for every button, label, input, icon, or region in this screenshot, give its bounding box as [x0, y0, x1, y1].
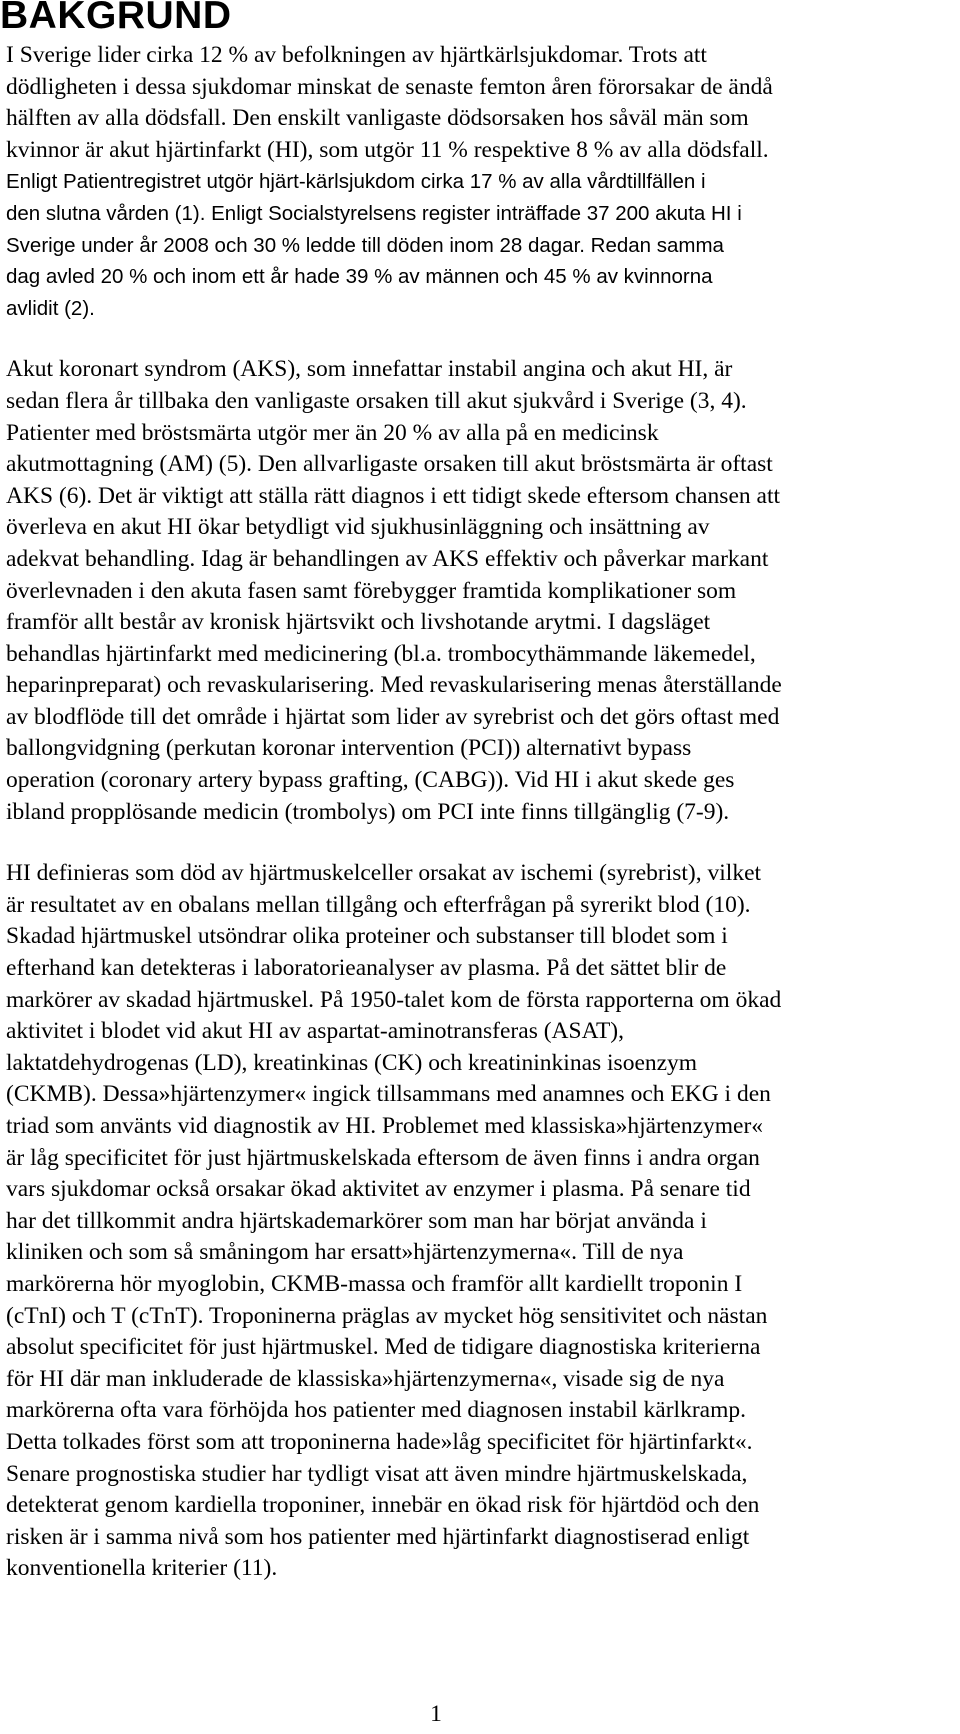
section-heading: BAKGRUND	[0, 0, 232, 37]
text-line: laktatdehydrogenas (LD), kreatinkinas (CK) och kreatininkinas isoenzym	[6, 1049, 698, 1076]
text-line: Skadad hjärtmuskel utsöndrar olika proteiner och substanser till blodet som i	[6, 923, 728, 950]
text-line: överlevnaden i den akuta fasen samt förebygger framtida komplikationer som	[6, 577, 737, 604]
text-line: akutmottagning (AM) (5). Den allvarligaste orsaken till akut bröstsmärta är oftast	[6, 451, 773, 478]
text-line: dödligheten i dessa sjukdomar minskat de senaste femton åren förorsakar de ändå	[6, 73, 773, 100]
text-line: markörerna hör myoglobin, CKMB-massa och framför allt kardiellt troponin I	[6, 1270, 743, 1297]
page-number: 1	[430, 1701, 442, 1727]
text-line: HI definieras som död av hjärtmuskelceller orsakat av ischemi (syrebrist), vilket	[6, 860, 762, 887]
text-line: Sverige under år 2008 och 30 % ledde till döden inom 28 dagar. Redan samma	[6, 233, 724, 257]
paragraph	[6, 40, 956, 324]
text-line: aktivitet i blodet vid akut HI av aspartat-aminotransferas (ASAT),	[6, 1018, 624, 1045]
text-line: Patienter med bröstsmärta utgör mer än 20 % av alla på en medicinsk	[6, 419, 659, 446]
text-line: av blodflöde till det område i hjärtat som lider av syrebrist och det görs oftast med	[6, 703, 780, 730]
text-line: (CKMB). Dessa»hjärtenzymer« ingick tillsammans med anamnes och EKG i den	[6, 1081, 771, 1108]
text-line: AKS (6). Det är viktigt att ställa rätt diagnos i ett tidigt skede eftersom chansen att	[6, 482, 780, 509]
text-line: konventionella kriterier (11).	[6, 1555, 278, 1582]
text-line: kliniken och som så småningom har ersatt»hjärtenzymerna«. Till de nya	[6, 1239, 684, 1266]
paragraph	[6, 354, 956, 828]
text-line: ibland propplösande medicin (trombolys) om PCI inte finns tillgänglig (7-9).	[6, 798, 730, 825]
text-line: Enligt Patientregistret utgör hjärt-kärlsjukdom cirka 17 % av alla vårdtillfällen i	[6, 170, 706, 194]
paragraph	[6, 858, 956, 1585]
text-line: markörerna ofta vara förhöjda hos patienter med diagnosen instabil kärlkramp.	[6, 1397, 746, 1424]
text-line: markörer av skadad hjärtmuskel. På 1950-talet kom de första rapporterna om ökad	[6, 986, 782, 1013]
text-line: Akut koronart syndrom (AKS), som innefattar instabil angina och akut HI, är	[6, 356, 733, 383]
text-line: hälften av alla dödsfall. Den enskilt vanligaste dödsorsaken hos såväl män som	[6, 105, 749, 132]
text-line: Detta tolkades först som att troponinerna hade»låg specificitet för hjärtinfarkt«.	[6, 1428, 753, 1455]
text-line: heparinpreparat) och revaskularisering. Med revaskularisering menas återställande	[6, 672, 782, 699]
text-line: är låg specificitet för just hjärtmuskelskada eftersom de även finns i andra organ	[6, 1144, 760, 1171]
text-line: för HI där man inkluderade de klassiska»hjärtenzymerna«, visade sig de nya	[6, 1365, 725, 1392]
text-line: I Sverige lider cirka 12 % av befolkningen av hjärtkärlsjukdomar. Trots att	[6, 42, 707, 68]
text-line: ballongvidgning (perkutan koronar intervention (PCI)) alternativt bypass	[6, 735, 692, 762]
text-line: detekterat genom kardiella troponiner, innebär en ökad risk för hjärtdöd och den	[6, 1492, 760, 1519]
text-line: kvinnor är akut hjärtinfarkt (HI), som utgör 11 % respektive 8 % av alla dödsfall.	[6, 136, 769, 163]
text-line: avlidit (2).	[6, 296, 95, 320]
text-line: överleva en akut HI ökar betydligt vid sjukhusinläggning och insättning av	[6, 514, 710, 541]
body-text	[6, 40, 956, 1615]
text-line: framför allt består av kronisk hjärtsvikt och livshotande arytmi. I dagsläget	[6, 609, 711, 636]
text-line: efterhand kan detekteras i laboratorieanalyser av plasma. På det sättet blir de	[6, 955, 727, 982]
text-line: absolut specificitet för just hjärtmuskel. Med de tidigare diagnostiska kriterierna	[6, 1334, 761, 1361]
text-line: den slutna vården (1). Enligt Socialstyrelsens register inträffade 37 200 akuta HI i	[6, 201, 742, 225]
text-line: är resultatet av en obalans mellan tillgång och efterfrågan på syrerikt blod (10).	[6, 891, 751, 918]
text-line: (cTnI) och T (cTnT). Troponinerna präglas av mycket hög sensitivitet och nästan	[6, 1302, 768, 1329]
text-line: Senare prognostiska studier har tydligt visat att även mindre hjärtmuskelskada,	[6, 1460, 748, 1487]
text-line: har det tillkommit andra hjärtskademarkörer som man har börjat använda i	[6, 1207, 707, 1234]
text-line: adekvat behandling. Idag är behandlingen av AKS effektiv och påverkar markant	[6, 545, 769, 572]
text-line: risken är i samma nivå som hos patienter med hjärtinfarkt diagnostiserad enligt	[6, 1523, 750, 1550]
text-line: triad som använts vid diagnostik av HI. Problemet med klassiska»hjärtenzymer«	[6, 1113, 764, 1139]
text-line: vars sjukdomar också orsakar ökad aktivitet av enzymer i plasma. På senare tid	[6, 1176, 751, 1203]
text-line: behandlas hjärtinfarkt med medicinering (bl.a. trombocythämmande läkemedel,	[6, 640, 756, 667]
text-line: sedan flera år tillbaka den vanligaste orsaken till akut sjukvård i Sverige (3, 4).	[6, 387, 747, 414]
text-line: dag avled 20 % och inom ett år hade 39 % av männen och 45 % av kvinnorna	[6, 265, 713, 289]
text-line: operation (coronary artery bypass grafting, (CABG)). Vid HI i akut skede ges	[6, 767, 735, 794]
